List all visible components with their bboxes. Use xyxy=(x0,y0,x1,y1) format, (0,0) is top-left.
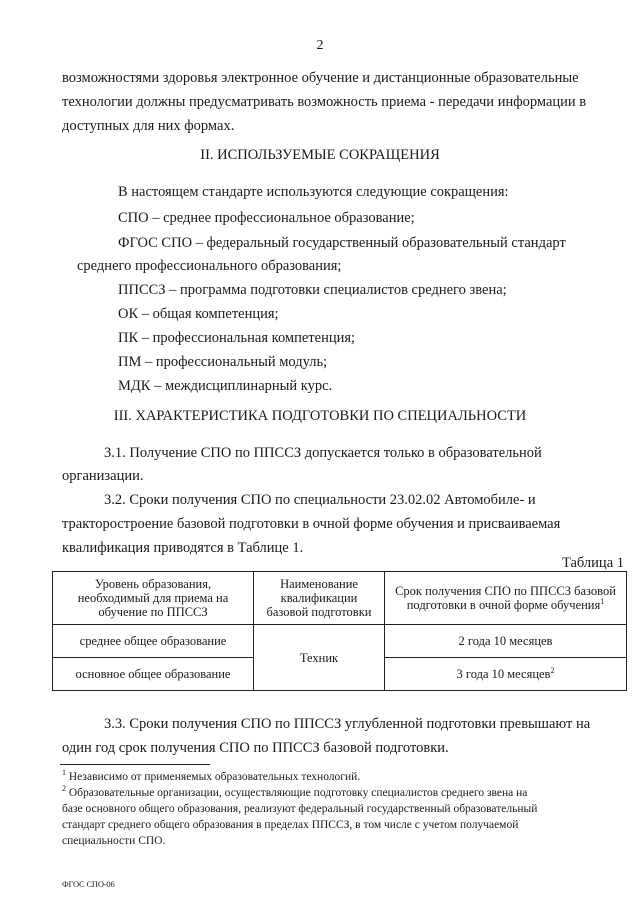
footnote-2-line-1: $^2$ Образовательные организации, осуществляющие подготовку специалистов среднего звена на xyxy=(62,784,528,799)
abbreviation-pm: ПМ – профессиональный модуль; xyxy=(118,354,328,370)
footnote-1-mark: 1 xyxy=(62,768,66,778)
table-row xyxy=(53,625,627,658)
header-education-level: Уровень образования, необходимый для приема на обучение по ППССЗ xyxy=(53,572,254,625)
row-2-duration: 3 года 10 месяцев$^2$ xyxy=(385,658,627,691)
abbreviation-spo: СПО – среднее профессиональное образование; xyxy=(118,210,415,226)
paragraph-3-1-line-1: 3.1. Получение СПО по ППССЗ допускается только в образовательной xyxy=(104,445,542,461)
paragraph-3-2-line-1: 3.2. Сроки получения СПО по специальности 23.02.02 Автомобиле- и xyxy=(104,492,536,508)
footnote-separator xyxy=(60,764,210,765)
page-number: 2 xyxy=(316,38,324,53)
paragraph-3-2-line-2: тракторостроение базовой подготовки в очной форме обучения и присваиваемая xyxy=(62,516,561,532)
header-duration: Срок получения СПО по ППССЗ базовой подготовки в очной форме обучения$^1$ xyxy=(385,572,627,625)
footnote-2-line-4: специальности СПО. xyxy=(62,835,166,847)
footnote-2-mark: 2 xyxy=(62,784,66,794)
paragraph-3-1-line-2: организации. xyxy=(62,468,144,484)
table-header-row xyxy=(53,572,627,625)
abbreviation-ppssz: ППССЗ – программа подготовки специалистов среднего звена; xyxy=(118,282,507,298)
row-2-education-level: основное общее образование xyxy=(53,658,254,691)
footnote-1: $^1$ Независимо от применяемых образовательных технологий. xyxy=(62,768,361,783)
intro-line-2: технологии должны предусматривать возможность приема - передачи информации в xyxy=(62,94,587,110)
section-2-heading: II. ИСПОЛЬЗУЕМЫЕ СОКРАЩЕНИЯ xyxy=(200,147,440,163)
row-1-duration: 2 года 10 месяцев xyxy=(385,625,627,658)
qualification-cell: Техник xyxy=(254,625,385,691)
duration-table xyxy=(52,571,627,691)
abbreviation-fgos-line-1: ФГОС СПО – федеральный государственный образовательный стандарт xyxy=(118,235,566,251)
paragraph-3-3-line-2: один год срок получения СПО по ППССЗ базовой подготовки. xyxy=(62,740,449,756)
paragraph-3-2-line-3: квалификация приводятся в Таблице 1. xyxy=(62,540,304,556)
footnote-2-line-2: базе основного общего образования, реализуют федеральный государственный образовательный xyxy=(62,803,538,815)
footer-document-code: ФГОС СПО-06 xyxy=(62,879,115,889)
abbreviation-ok: ОК – общая компетенция; xyxy=(118,306,279,322)
abbreviations-intro: В настоящем стандарте используются следующие сокращения: xyxy=(118,184,509,200)
footnote-ref-1: 1 xyxy=(600,596,605,606)
paragraph-3-3-line-1: 3.3. Сроки получения СПО по ППССЗ углубленной подготовки превышают на xyxy=(104,716,591,732)
intro-line-3: доступных для них формах. xyxy=(62,118,235,134)
abbreviation-pk: ПК – профессиональная компетенция; xyxy=(118,330,356,346)
abbreviation-mdk: МДК – междисциплинарный курс. xyxy=(118,378,333,394)
footnote-ref-2: 2 xyxy=(550,665,555,675)
header-qualification: Наименование квалификации базовой подготовки xyxy=(254,572,385,625)
row-1-education-level: среднее общее образование xyxy=(53,625,254,658)
section-3-heading: III. ХАРАКТЕРИСТИКА ПОДГОТОВКИ ПО СПЕЦИАЛЬНОСТИ xyxy=(113,408,527,424)
footnote-2-line-3: стандарт среднего общего образования в пределах ППССЗ, в том числе с учетом получаемой xyxy=(62,819,519,831)
table-caption: Таблица 1 xyxy=(561,555,624,571)
abbreviation-fgos-line-2: среднего профессионального образования; xyxy=(77,258,342,274)
intro-line-1: возможностями здоровья электронное обучение и дистанционные образовательные xyxy=(62,70,579,86)
